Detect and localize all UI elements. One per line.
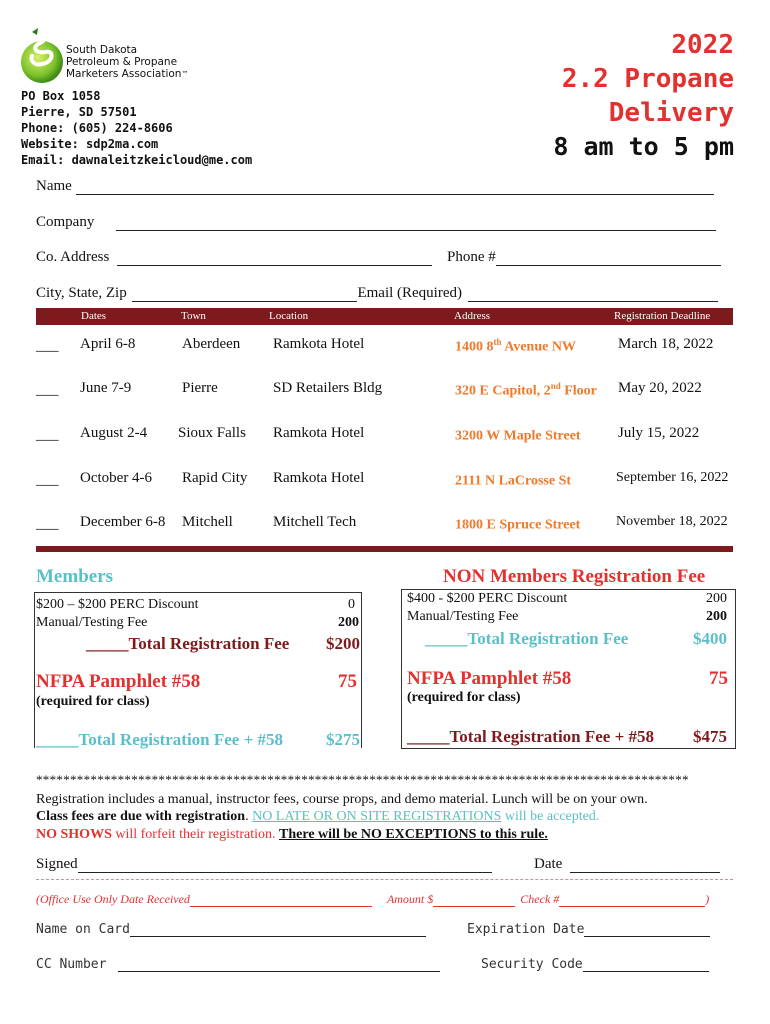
company-input-line[interactable] — [116, 216, 716, 231]
city-state-zip-input-line[interactable] — [132, 287, 357, 302]
row-location: Mitchell Tech — [273, 514, 357, 530]
members-nfpa-value: 75 — [338, 671, 357, 692]
members-manual-label: Manual/Testing Fee — [36, 615, 148, 630]
members-total-blank[interactable]: _____ — [86, 634, 129, 653]
email-input-line[interactable] — [468, 287, 718, 302]
office-divider — [36, 879, 733, 880]
event-hours: 8 am to 5 pm — [553, 132, 734, 161]
star-divider: ************************************************************************************************ — [36, 772, 689, 787]
non-members-grand-label: Total Registration Fee + #58 — [449, 727, 655, 746]
expiration-field[interactable] — [467, 922, 710, 937]
members-grand-label: Total Registration Fee + #58 — [78, 730, 284, 749]
association-name-line: Petroleum & Propane — [66, 56, 178, 68]
no-shows-text: NO SHOWS — [36, 827, 112, 842]
address-text: 1800 E Spruce Street — [455, 517, 581, 533]
row-deadline: November 18, 2022 — [616, 514, 728, 529]
association-name-line: Marketers Association — [66, 68, 182, 80]
non-members-manual-label: Manual/Testing Fee — [407, 609, 519, 624]
non-members-manual-value: 200 — [706, 609, 727, 624]
phone-label: Phone # — [447, 249, 496, 265]
name-on-card-label: Name on Card — [36, 922, 130, 937]
phone-field[interactable] — [447, 249, 721, 266]
row-checkbox[interactable]: ___ — [36, 382, 59, 398]
city-state-zip-field[interactable] — [36, 285, 718, 302]
non-members-discount-label: $400 - $200 PERC Discount — [407, 591, 568, 606]
non-members-nfpa-value: 75 — [709, 668, 728, 689]
address-text: 320 E Capitol, 2 — [455, 383, 551, 399]
office-amount-line[interactable] — [433, 895, 515, 907]
address-text: 1400 8 — [455, 339, 494, 355]
row-date: December 6-8 — [80, 514, 166, 530]
row-location: SD Retailers Bldg — [273, 380, 383, 396]
cc-number-label: CC Number — [36, 957, 107, 972]
schedule-header — [36, 308, 733, 325]
office-close-paren: ) — [705, 892, 710, 906]
logo-drop-icon — [20, 28, 66, 84]
members-manual-value: 200 — [338, 615, 359, 630]
co-address-field[interactable] — [36, 249, 432, 266]
header-town: Town — [181, 310, 206, 322]
non-members-discount-value: 200 — [706, 591, 727, 606]
name-on-card-field[interactable] — [36, 922, 426, 937]
email-label: Email (Required) — [357, 285, 462, 301]
members-grand-blank[interactable]: _____ — [36, 730, 79, 749]
address-superscript: nd — [550, 381, 561, 391]
section-divider — [36, 546, 733, 552]
members-discount-value: 0 — [348, 597, 355, 612]
members-total-value: $200 — [326, 634, 360, 653]
row-address — [455, 515, 580, 534]
due-period: . — [245, 809, 253, 824]
office-received-line[interactable] — [190, 895, 372, 907]
office-use-row — [36, 892, 709, 907]
security-code-label: Security Code — [481, 957, 583, 972]
header-dates: Dates — [81, 310, 107, 322]
row-town: Pierre — [182, 380, 218, 396]
address-rest: Avenue NW — [501, 339, 576, 355]
company-field[interactable] — [36, 214, 716, 231]
co-address-label: Co. Address — [36, 249, 110, 265]
address-line: PO Box 1058 — [21, 89, 101, 103]
address-text: 3200 W Maple Street — [455, 428, 581, 444]
members-required-note: (required for class) — [36, 694, 150, 709]
non-members-grand-blank[interactable]: _____ — [407, 727, 450, 746]
row-date: August 2-4 — [80, 425, 148, 441]
expiration-line[interactable] — [584, 924, 710, 937]
members-total-label: Total Registration Fee — [128, 634, 290, 653]
contact-block — [21, 88, 252, 168]
row-town: Rapid City — [182, 470, 248, 486]
cc-number-field[interactable] — [36, 957, 440, 972]
row-date: April 6-8 — [80, 336, 136, 352]
security-code-field[interactable] — [481, 957, 709, 972]
forfeit-text: will forfeit their registration. — [111, 827, 280, 842]
cc-number-line[interactable] — [118, 959, 440, 972]
row-location: Ramkota Hotel — [273, 336, 365, 352]
non-members-required-note: (required for class) — [407, 690, 521, 705]
non-members-grand-value: $475 — [693, 727, 727, 746]
signed-field[interactable] — [36, 856, 492, 873]
includes-note: Registration includes a manual, instructor fees, course props, and demo material. Lunch will be on your own. — [36, 792, 648, 807]
name-input-line[interactable] — [76, 180, 714, 195]
row-address — [455, 471, 571, 490]
contact-phone: Phone: (605) 224-8606 — [21, 121, 173, 135]
event-title-line: 2.2 Propane — [561, 64, 734, 94]
contact-website: Website: sdp2ma.com — [21, 137, 159, 151]
address-line: Pierre, SD 57501 — [21, 105, 137, 119]
members-grand-value: $275 — [326, 730, 360, 749]
accepted-text: will be accepted. — [501, 809, 600, 824]
members-nfpa-label: NFPA Pamphlet #58 — [36, 671, 201, 692]
non-members-title: NON Members Registration Fee — [443, 566, 706, 587]
city-state-zip-label: City, State, Zip — [36, 285, 127, 301]
name-on-card-line[interactable] — [130, 924, 426, 937]
association-logo — [20, 28, 66, 84]
no-late-text: NO LATE OR ON SITE REGISTRATIONS — [252, 809, 502, 824]
non-members-total-row — [425, 629, 628, 649]
row-checkbox[interactable]: ___ — [36, 472, 59, 488]
address-rest: Floor — [560, 383, 597, 399]
non-members-total-value: $400 — [693, 629, 727, 648]
office-received-label: (Office Use Only Date Received — [36, 892, 190, 906]
row-town: Mitchell — [182, 514, 233, 530]
non-members-grand-row — [407, 727, 654, 747]
date-label: Date — [534, 856, 563, 872]
association-name-line: South Dakota — [66, 44, 138, 56]
row-deadline: September 16, 2022 — [616, 470, 729, 485]
address-text: 2111 N LaCrosse St — [455, 473, 572, 489]
event-title — [562, 28, 734, 130]
row-deadline: May 20, 2022 — [618, 380, 702, 396]
contact-email: Email: dawnaleitzkeicloud@me.com — [21, 153, 253, 167]
name-field[interactable] — [36, 178, 714, 195]
date-input-line[interactable] — [570, 858, 720, 873]
row-deadline: July 15, 2022 — [618, 425, 700, 441]
header-deadline: Registration Deadline — [614, 310, 711, 322]
row-address — [455, 337, 576, 356]
row-address — [455, 381, 597, 400]
row-checkbox[interactable]: ___ — [36, 516, 59, 532]
phone-input-line[interactable] — [496, 251, 721, 266]
office-amount-label: Amount $ — [386, 892, 434, 906]
row-address — [455, 426, 581, 445]
non-members-total-label: Total Registration Fee — [467, 629, 629, 648]
row-checkbox[interactable]: ___ — [36, 338, 59, 354]
row-location: Ramkota Hotel — [273, 470, 365, 486]
row-checkbox[interactable]: ___ — [36, 427, 59, 443]
header-address: Address — [454, 310, 491, 322]
date-field[interactable] — [534, 856, 720, 873]
event-year: 2022 — [671, 30, 734, 60]
members-title: Members — [36, 566, 114, 587]
row-deadline: March 18, 2022 — [618, 336, 714, 352]
members-grand-row — [36, 730, 283, 750]
office-check-label: Check # — [520, 892, 560, 906]
company-label: Company — [36, 214, 95, 230]
event-title-line: Delivery — [608, 98, 734, 128]
signed-label: Signed — [36, 856, 78, 872]
association-name — [66, 44, 188, 80]
no-exceptions-text: There will be NO EXCEPTIONS to this rule. — [279, 827, 548, 842]
due-note — [36, 809, 599, 825]
non-members-total-blank[interactable]: _____ — [425, 629, 468, 648]
co-address-input-line[interactable] — [117, 251, 432, 266]
no-shows-note — [36, 827, 548, 843]
non-members-nfpa-label: NFPA Pamphlet #58 — [407, 668, 572, 689]
row-location: Ramkota Hotel — [273, 425, 365, 441]
row-date: June 7-9 — [80, 380, 132, 396]
row-town: Aberdeen — [182, 336, 241, 352]
members-total-row — [86, 634, 289, 654]
name-label: Name — [36, 178, 72, 194]
security-code-line[interactable] — [583, 959, 709, 972]
header-location: Location — [269, 310, 309, 322]
office-check-line[interactable] — [559, 895, 705, 907]
expiration-label: Expiration Date — [467, 922, 585, 937]
signature-line[interactable] — [78, 858, 492, 873]
members-discount-label: $200 – $200 PERC Discount — [36, 597, 199, 612]
address-superscript: th — [493, 337, 502, 347]
row-date: October 4-6 — [80, 470, 153, 486]
trademark-mark: ™ — [181, 70, 189, 78]
row-town: Sioux Falls — [178, 425, 246, 441]
due-text: Class fees are due with registration — [36, 809, 246, 824]
